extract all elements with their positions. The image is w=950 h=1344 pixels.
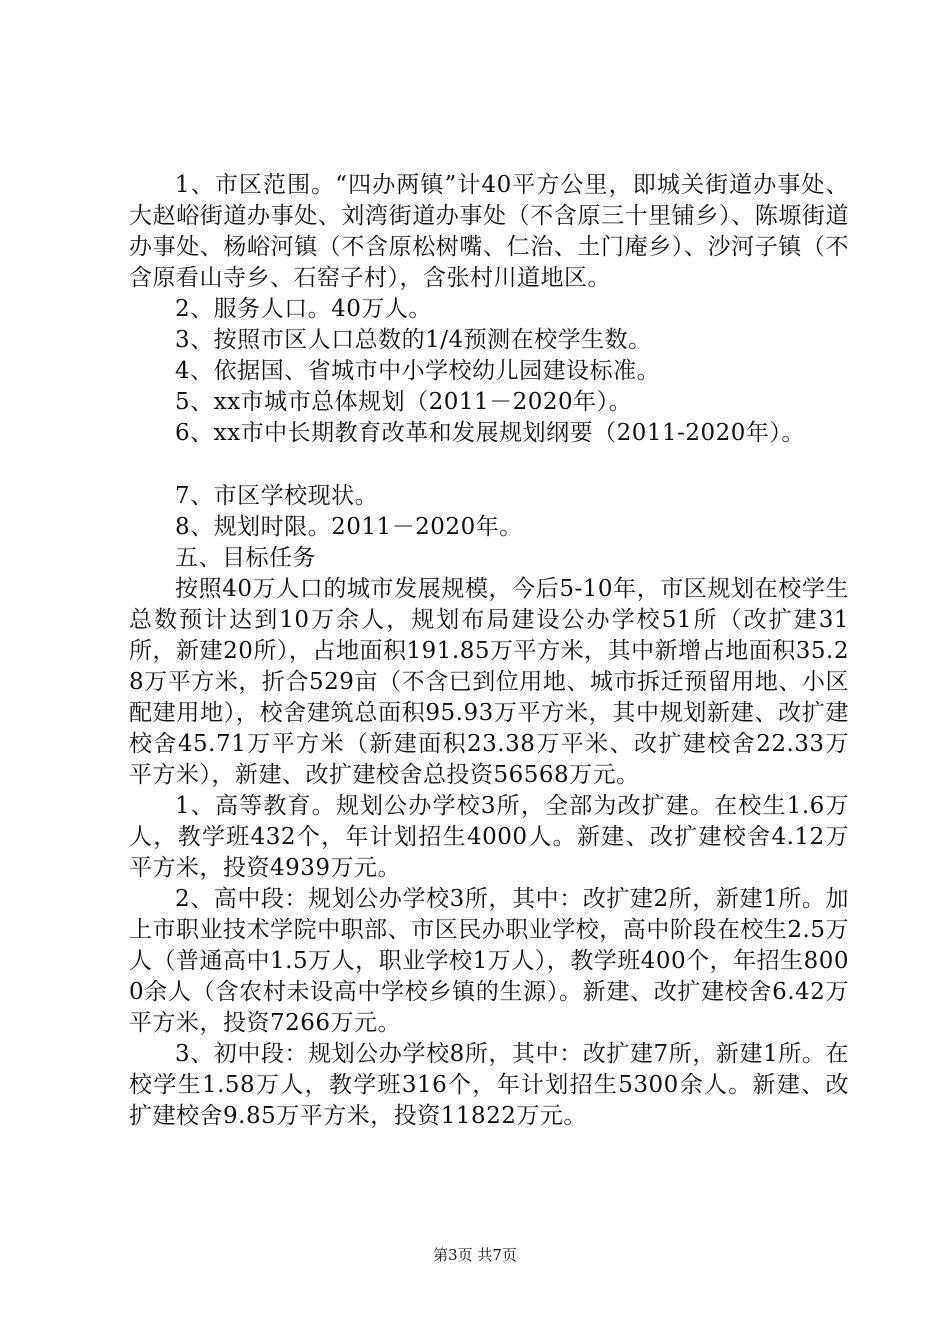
paragraph-middle-school: 3、初中段：规划公办学校8所，其中：改扩建7所，新建1所。在校学生1.58万人，教学班316个，年计划招生5300余人。新建、改扩建校舍9.85万平方米，投资11822万元。 (129, 1041, 849, 1129)
paragraph-student-forecast: 3、按照市区人口总数的1/4预测在校学生数。 (175, 327, 652, 353)
paragraph-education-plan-outline: 6、xx市中长期教育改革和发展规划纲要（2011-2020年）。 (175, 420, 805, 446)
document-body (129, 170, 849, 1132)
paragraph-spacer (129, 449, 849, 481)
section-heading-goals: 五、目标任务 (175, 545, 316, 571)
paragraph-goals-overview: 按照40万人口的城市发展规模，今后5-10年，市区规划在校学生总数预计达到10万余人，规划布局建设公办学校51所（改扩建31所，新建20所），占地面积191.85万平方米，其中新增占地面积35.28万平方米，折合529亩（不含已到位用地、城市拆迁预留用地、小区配建用地），校舍建筑总面积95.93万平方米，其中规划新建、改扩建校舍45.71万平方米（新建面积23.38万平米、改扩建校舍22.33万平方米），新建、改扩建校舍总投资56568万元。 (129, 576, 849, 788)
paragraph-service-population: 2、服务人口。40万人。 (175, 296, 432, 322)
paragraph-school-status: 7、市区学校现状。 (175, 483, 379, 509)
paragraph-city-master-plan: 5、xx市城市总体规划（2011－2020年）。 (175, 389, 633, 415)
paragraph-city-scope: 1、市区范围。“四办两镇”计40平方公里，即城关街道办事处、大赵峪街道办事处、刘湾街道办事处（不含原三十里铺乡）、陈塬街道办事处、杨峪河镇（不含原松树嘴、仁治、土门庵乡）、沙河子镇（不含原看山寺乡、石窑子村），含张村川道地区。 (129, 172, 849, 291)
paragraph-high-school: 2、高中段：规划公办学校3所，其中：改扩建2所，新建1所。加上市职业技术学院中职部、市区民办职业学校，高中阶段在校生2.5万人（普通高中1.5万人，职业学校1万人），教学班400个，年招生8000余人（含农村未设高中学校乡镇的生源）。新建、改扩建校舍6.42万平方米，投资7266万元。 (129, 886, 850, 1036)
page-number-footer: 第3页 共7页 (433, 1246, 517, 1264)
paragraph-higher-education: 1、高等教育。规划公办学校3所，全部为改扩建。在校生1.6万人，教学班432个，年计划招生4000人。新建、改扩建校舍4.12万平方米，投资4939万元。 (129, 793, 849, 881)
paragraph-construction-standard: 4、依据国、省城市中小学校幼儿园建设标准。 (175, 358, 661, 384)
paragraph-planning-period: 8、规划时限。2011－2020年。 (175, 514, 523, 540)
